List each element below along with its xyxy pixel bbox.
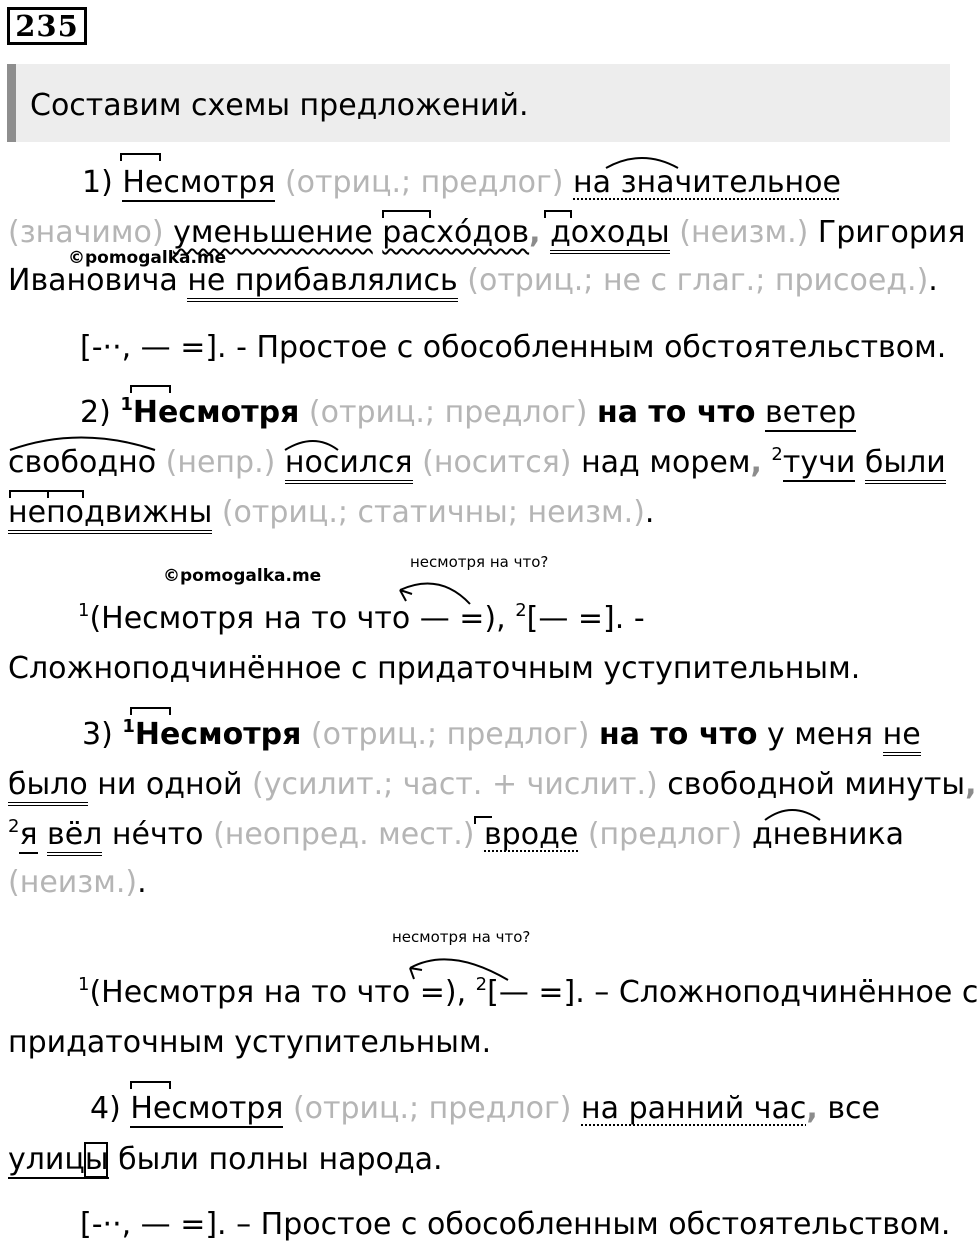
ending-box — [84, 1142, 108, 1178]
s2-line2 — [8, 444, 946, 480]
prefix-mark — [131, 708, 170, 715]
s4-scheme: [-··, — =]. – Простое с обособленным обстоятельством. — [80, 1207, 951, 1242]
s3-note: (усилит.; част. + числит.) — [252, 767, 658, 802]
s1-word-nesmotrya: Несмотря — [122, 165, 276, 200]
s4-phrase-na-ranniy-chas: на ранний час — [581, 1091, 807, 1126]
s1-word-umenshenie: уменьшение — [173, 215, 373, 250]
s2-note: (носится) — [422, 445, 572, 480]
s2-predicate-nosilsya: носился — [285, 445, 413, 484]
s1-line2 — [8, 215, 966, 250]
s2-word-nesmotrya: Несмотря — [132, 395, 300, 430]
s3-scheme — [78, 974, 978, 1010]
s3-clause-index: 2 — [475, 974, 488, 995]
watermark-2: ©pomogalka.me — [163, 566, 322, 586]
s1-note: (значимо) — [8, 215, 164, 250]
s2-dot: . — [644, 495, 655, 530]
arrow-head — [400, 590, 412, 601]
s1-line1 — [82, 165, 841, 200]
s2-note: (отриц.; предлог) — [308, 395, 588, 430]
s2-question-tip: несмотря на что? — [410, 553, 549, 571]
s2-line1 — [80, 394, 857, 430]
s4-note: (отриц.; предлог) — [292, 1091, 572, 1126]
s3-scheme-part: [— =]. – Сложноподчинённое с — [487, 975, 978, 1010]
s2-clause-index: 1 — [120, 394, 133, 415]
s3-note: (неопред. мест.) — [213, 817, 475, 852]
s3-word: ни одной — [97, 767, 243, 802]
s1-line3 — [8, 263, 938, 298]
s4-word: все — [827, 1091, 880, 1126]
s3-note: (отриц.; предлог) — [310, 717, 590, 752]
s1-predicate: не прибавлялись — [187, 263, 457, 302]
s3-predicate-vyol: вёл — [47, 817, 102, 856]
s2-subject-tuchi: тучи — [782, 445, 856, 480]
s3-word-nesmotrya: Несмотря — [134, 717, 302, 752]
s2-scheme — [78, 600, 645, 636]
s1-note: (отриц.; предлог) — [284, 165, 564, 200]
s3-word: у меня — [767, 717, 874, 752]
s1-dot: . — [928, 263, 938, 298]
s3-clause-index: 1 — [78, 974, 90, 995]
s3-number: 3) — [82, 717, 113, 752]
s2-predicate-byli: были — [865, 445, 946, 484]
s3-scheme-type: придаточным уступительным. — [8, 1025, 492, 1060]
s3-comma: , — [965, 767, 977, 802]
task-number: 235 — [7, 7, 87, 45]
s4-word: были полны народа. — [118, 1142, 443, 1177]
s3-scheme-part: (Несмотря на то что =), — [89, 975, 467, 1010]
s4-number: 4) — [90, 1091, 121, 1126]
s4-comma: , — [806, 1091, 818, 1126]
s2-word: свободно — [8, 445, 157, 480]
watermark-1: ©pomogalka.me — [68, 248, 227, 268]
s3-predicate-ne: не — [883, 717, 921, 756]
intro-text: Составим схемы предложений. — [30, 88, 529, 123]
s4-line2 — [8, 1142, 443, 1177]
s1-word-dohody: доходы — [550, 215, 670, 254]
s1-comma: , — [529, 215, 541, 250]
s1-scheme: [-··, — =]. - Простое с обособленным обстоятельством. — [80, 330, 947, 365]
s2-scheme-type: Сложноподчинённое с придаточным уступительным. — [8, 651, 861, 686]
s3-line3 — [8, 816, 905, 852]
s2-subject-veter: ветер — [765, 395, 857, 430]
prefix-mark — [131, 386, 170, 393]
s3-word: дневника — [751, 817, 905, 852]
s3-clause-index: 1 — [122, 716, 135, 737]
s3-question-tip: несмотря на что? — [392, 928, 531, 946]
s4-subject-ulitsy: улицы — [8, 1142, 109, 1177]
s4-word-nesmotrya: Несмотря — [130, 1091, 284, 1126]
s3-line1 — [82, 716, 921, 752]
s4-line1 — [90, 1091, 880, 1126]
prefix-mark — [131, 1082, 170, 1089]
s1-number: 1) — [82, 165, 113, 200]
s3-predicate-bylo: было — [8, 767, 88, 806]
s1-word-rashodov: расхо́дов — [382, 215, 530, 250]
s2-clause-index: 2 — [515, 600, 527, 621]
s1-word: Григория — [817, 215, 966, 250]
s3-dot: . — [137, 865, 147, 900]
s2-comma: , — [750, 445, 762, 480]
s3-note: (предлог) — [587, 817, 743, 852]
s3-word: свободной минуты — [667, 767, 966, 802]
s2-number: 2) — [80, 395, 111, 430]
s2-note: (непр.) — [165, 445, 276, 480]
s1-phrase-na-znachitelnoe: на значительное — [573, 165, 841, 200]
s3-note: (неизм.) — [8, 865, 138, 900]
s2-conjunction: на то что — [597, 395, 756, 430]
s3-conjunction: на то что — [599, 717, 758, 752]
s3-line4 — [8, 865, 147, 900]
s3-word: не́что — [111, 817, 204, 852]
s1-note: (отриц.; не с глаг.; присоед.) — [467, 263, 929, 298]
s1-note: (неизм.) — [679, 215, 809, 250]
s3-clause-index: 2 — [8, 816, 20, 837]
s1-word: Ивановича — [8, 263, 178, 298]
s2-word: над морем — [581, 445, 751, 480]
s3-line2 — [8, 767, 977, 802]
prefix-mark — [121, 154, 160, 161]
s3-word-vrode: вроде — [484, 817, 579, 852]
intro-banner — [7, 64, 950, 142]
s3-subject-ya: я — [19, 817, 38, 852]
s2-scheme-part: (Несмотря на то что — =), — [89, 601, 506, 636]
s2-scheme-part: [— =]. - — [526, 601, 645, 636]
s2-clause-index: 1 — [78, 600, 90, 621]
s2-note: (отриц.; статичны; неизм.) — [221, 495, 645, 530]
s2-clause-index: 2 — [771, 444, 783, 465]
s2-line3 — [8, 495, 655, 530]
s2-predicate-nepodvizhny: неподвижны — [8, 495, 212, 534]
